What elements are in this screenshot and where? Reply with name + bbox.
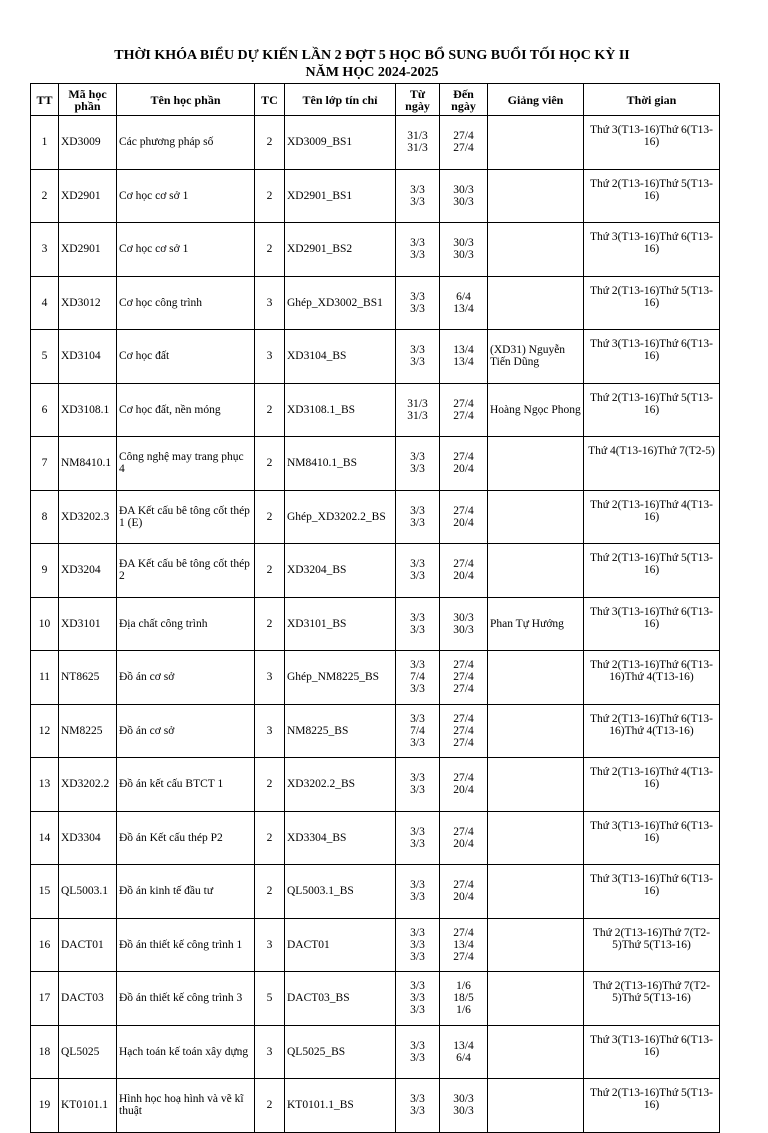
cell-tc: 2 <box>255 597 285 651</box>
cell-tu-ngay-line: 3/3 <box>410 558 425 571</box>
cell-ma-hoc-phan: XD3101 <box>59 597 117 651</box>
cell-tc: 2 <box>255 383 285 437</box>
table-row <box>31 116 720 170</box>
header-den-ngay: Đến ngày <box>440 84 488 116</box>
table-row <box>31 276 720 330</box>
cell-den-ngay-line: 27/4 <box>453 724 474 737</box>
cell-tu-ngay-line: 31/3 <box>407 130 428 143</box>
cell-den-ngay-line: 20/4 <box>453 463 474 476</box>
cell-den-ngay <box>440 437 488 491</box>
cell-giang-vien <box>488 704 584 758</box>
schedule-table <box>30 83 720 1133</box>
cell-tu-ngay-line: 31/3 <box>407 142 428 155</box>
cell-den-ngay-line: 6/4 <box>456 290 471 303</box>
cell-giang-vien <box>488 865 584 919</box>
cell-giang-vien <box>488 223 584 277</box>
cell-tt: 16 <box>31 918 59 972</box>
cell-den-ngay-line: 27/4 <box>453 130 474 143</box>
table-row <box>31 651 720 705</box>
cell-tu-ngay-line: 7/4 <box>410 724 425 737</box>
cell-giang-vien <box>488 437 584 491</box>
cell-tc: 5 <box>255 972 285 1026</box>
cell-den-ngay <box>440 972 488 1026</box>
cell-den-ngay <box>440 490 488 544</box>
cell-tu-ngay-line: 3/3 <box>410 926 425 939</box>
cell-tc: 2 <box>255 490 285 544</box>
cell-tt: 10 <box>31 597 59 651</box>
cell-tc: 2 <box>255 116 285 170</box>
cell-tc: 2 <box>255 169 285 223</box>
cell-tu-ngay-line: 3/3 <box>410 736 425 749</box>
cell-den-ngay <box>440 758 488 812</box>
cell-ma-hoc-phan: NM8225 <box>59 704 117 758</box>
cell-tu-ngay <box>396 544 440 598</box>
cell-den-ngay-line: 27/4 <box>453 736 474 749</box>
cell-thoi-gian: Thứ 2(T13-16)Thứ 6(T13-16)Thứ 4(T13-16) <box>584 651 720 705</box>
cell-giang-vien <box>488 651 584 705</box>
cell-tu-ngay <box>396 811 440 865</box>
cell-thoi-gian: Thứ 2(T13-16)Thứ 5(T13-16) <box>584 544 720 598</box>
cell-ten-lop: QL5025_BS <box>285 1025 396 1079</box>
cell-tu-ngay-line: 3/3 <box>410 1004 425 1017</box>
cell-tu-ngay <box>396 223 440 277</box>
cell-den-ngay-line: 13/4 <box>453 302 474 315</box>
cell-tu-ngay <box>396 490 440 544</box>
cell-den-ngay-line: 30/3 <box>453 183 474 196</box>
table-row <box>31 1025 720 1079</box>
cell-tc: 3 <box>255 651 285 705</box>
cell-thoi-gian: Thứ 2(T13-16)Thứ 5(T13-16) <box>584 276 720 330</box>
cell-thoi-gian: Thứ 3(T13-16)Thứ 6(T13-16) <box>584 330 720 384</box>
cell-tu-ngay-line: 3/3 <box>410 992 425 1005</box>
cell-tc: 2 <box>255 544 285 598</box>
cell-ten-lop: XD3009_BS1 <box>285 116 396 170</box>
cell-thoi-gian: Thứ 2(T13-16)Thứ 4(T13-16) <box>584 490 720 544</box>
cell-tu-ngay-line: 3/3 <box>410 1051 425 1064</box>
cell-tu-ngay-line: 3/3 <box>410 451 425 464</box>
cell-tt: 8 <box>31 490 59 544</box>
cell-thoi-gian: Thứ 2(T13-16)Thứ 6(T13-16)Thứ 4(T13-16) <box>584 704 720 758</box>
cell-tu-ngay-line: 3/3 <box>410 712 425 725</box>
cell-ma-hoc-phan: QL5025 <box>59 1025 117 1079</box>
cell-den-ngay-line: 18/5 <box>453 992 474 1005</box>
table-row <box>31 330 720 384</box>
cell-giang-vien: Phan Tự Hướng <box>488 597 584 651</box>
document-title <box>30 47 714 81</box>
cell-ten-hoc-phan: Đồ án cơ sở <box>117 651 255 705</box>
cell-ma-hoc-phan: NM8410.1 <box>59 437 117 491</box>
cell-tu-ngay-line: 3/3 <box>410 611 425 624</box>
header-tt: TT <box>31 84 59 116</box>
cell-ten-hoc-phan: Địa chất công trình <box>117 597 255 651</box>
cell-tc: 3 <box>255 704 285 758</box>
cell-thoi-gian: Thứ 3(T13-16)Thứ 6(T13-16) <box>584 865 720 919</box>
cell-den-ngay <box>440 330 488 384</box>
cell-ten-hoc-phan: Hình học hoạ hình và vẽ kĩ thuật <box>117 1079 255 1133</box>
cell-tu-ngay-line: 3/3 <box>410 237 425 250</box>
cell-den-ngay-line: 30/3 <box>453 1105 474 1118</box>
table-row <box>31 865 720 919</box>
cell-tu-ngay-line: 3/3 <box>410 183 425 196</box>
cell-den-ngay-line: 27/4 <box>453 409 474 422</box>
table-header-row <box>31 84 720 116</box>
cell-tu-ngay-line: 3/3 <box>410 1105 425 1118</box>
cell-den-ngay <box>440 116 488 170</box>
cell-giang-vien <box>488 758 584 812</box>
cell-tu-ngay-line: 3/3 <box>410 356 425 369</box>
cell-tu-ngay-line: 3/3 <box>410 302 425 315</box>
cell-den-ngay-line: 27/4 <box>453 772 474 785</box>
cell-ma-hoc-phan: DACT03 <box>59 972 117 1026</box>
cell-den-ngay-line: 27/4 <box>453 671 474 684</box>
header-ma-hoc-phan: Mã học phần <box>59 84 117 116</box>
cell-tu-ngay-line: 3/3 <box>410 837 425 850</box>
cell-tu-ngay-line: 3/3 <box>410 623 425 636</box>
table-row <box>31 169 720 223</box>
cell-tu-ngay-line: 3/3 <box>410 195 425 208</box>
cell-den-ngay-line: 30/3 <box>453 237 474 250</box>
cell-tu-ngay <box>396 437 440 491</box>
cell-den-ngay-line: 13/4 <box>453 938 474 951</box>
cell-tu-ngay <box>396 597 440 651</box>
cell-ten-hoc-phan: Công nghệ may trang phục 4 <box>117 437 255 491</box>
cell-den-ngay-line: 13/4 <box>453 344 474 357</box>
cell-tt: 6 <box>31 383 59 437</box>
cell-den-ngay-line: 27/4 <box>453 558 474 571</box>
cell-ten-hoc-phan: Cơ học cơ sở 1 <box>117 223 255 277</box>
cell-thoi-gian: Thứ 2(T13-16)Thứ 5(T13-16) <box>584 1079 720 1133</box>
cell-tt: 19 <box>31 1079 59 1133</box>
cell-ten-lop: Ghép_NM8225_BS <box>285 651 396 705</box>
cell-tu-ngay-line: 31/3 <box>407 397 428 410</box>
table-row <box>31 544 720 598</box>
cell-den-ngay-line: 13/4 <box>453 1039 474 1052</box>
cell-tc: 2 <box>255 223 285 277</box>
table-row <box>31 1079 720 1133</box>
cell-tu-ngay-line: 3/3 <box>410 879 425 892</box>
cell-den-ngay <box>440 1079 488 1133</box>
cell-thoi-gian: Thứ 3(T13-16)Thứ 6(T13-16) <box>584 116 720 170</box>
cell-tu-ngay <box>396 918 440 972</box>
cell-tu-ngay-line: 3/3 <box>410 980 425 993</box>
cell-thoi-gian: Thứ 2(T13-16)Thứ 7(T2-5)Thứ 5(T13-16) <box>584 918 720 972</box>
cell-tu-ngay-line: 3/3 <box>410 290 425 303</box>
cell-giang-vien <box>488 1079 584 1133</box>
cell-ten-hoc-phan: Cơ học cơ sở 1 <box>117 169 255 223</box>
cell-den-ngay-line: 20/4 <box>453 784 474 797</box>
cell-thoi-gian: Thứ 2(T13-16)Thứ 5(T13-16) <box>584 169 720 223</box>
cell-tc: 3 <box>255 918 285 972</box>
cell-den-ngay-line: 27/4 <box>453 879 474 892</box>
cell-tu-ngay-line: 3/3 <box>410 504 425 517</box>
cell-tu-ngay-line: 3/3 <box>410 249 425 262</box>
cell-ma-hoc-phan: XD2901 <box>59 223 117 277</box>
cell-tu-ngay <box>396 865 440 919</box>
cell-den-ngay-line: 20/4 <box>453 891 474 904</box>
cell-ma-hoc-phan: XD3202.2 <box>59 758 117 812</box>
cell-tc: 2 <box>255 811 285 865</box>
header-ten-lop: Tên lớp tín chỉ <box>285 84 396 116</box>
cell-den-ngay-line: 30/3 <box>453 623 474 636</box>
cell-ma-hoc-phan: XD3108.1 <box>59 383 117 437</box>
cell-tu-ngay-line: 3/3 <box>410 891 425 904</box>
cell-den-ngay <box>440 383 488 437</box>
cell-ten-hoc-phan: Đồ án Kết cấu thép P2 <box>117 811 255 865</box>
cell-den-ngay-line: 30/3 <box>453 249 474 262</box>
cell-den-ngay-line: 20/4 <box>453 516 474 529</box>
cell-tu-ngay <box>396 1079 440 1133</box>
cell-tt: 9 <box>31 544 59 598</box>
cell-den-ngay <box>440 865 488 919</box>
table-row <box>31 972 720 1026</box>
cell-tu-ngay <box>396 651 440 705</box>
table-row <box>31 811 720 865</box>
cell-tu-ngay-line: 3/3 <box>410 772 425 785</box>
cell-tu-ngay-line: 3/3 <box>410 516 425 529</box>
cell-ten-lop: NM8410.1_BS <box>285 437 396 491</box>
cell-tt: 13 <box>31 758 59 812</box>
cell-den-ngay <box>440 1025 488 1079</box>
header-thoi-gian: Thời gian <box>584 84 720 116</box>
cell-den-ngay <box>440 651 488 705</box>
cell-ma-hoc-phan: XD3202.3 <box>59 490 117 544</box>
cell-ten-lop: NM8225_BS <box>285 704 396 758</box>
cell-den-ngay-line: 20/4 <box>453 570 474 583</box>
cell-ma-hoc-phan: XD3012 <box>59 276 117 330</box>
cell-thoi-gian: Thứ 2(T13-16)Thứ 7(T2-5)Thứ 5(T13-16) <box>584 972 720 1026</box>
cell-ten-hoc-phan: Đồ án cơ sở <box>117 704 255 758</box>
cell-tu-ngay-line: 31/3 <box>407 409 428 422</box>
cell-tt: 11 <box>31 651 59 705</box>
cell-den-ngay-line: 27/4 <box>453 712 474 725</box>
cell-tu-ngay <box>396 330 440 384</box>
cell-den-ngay-line: 27/4 <box>453 926 474 939</box>
cell-ten-hoc-phan: Các phương pháp số <box>117 116 255 170</box>
table-row <box>31 918 720 972</box>
cell-giang-vien <box>488 169 584 223</box>
cell-den-ngay-line: 27/4 <box>453 142 474 155</box>
cell-ma-hoc-phan: KT0101.1 <box>59 1079 117 1133</box>
cell-giang-vien <box>488 1025 584 1079</box>
header-tc: TC <box>255 84 285 116</box>
cell-tu-ngay <box>396 1025 440 1079</box>
cell-den-ngay-line: 1/6 <box>456 980 471 993</box>
cell-ten-lop: XD3108.1_BS <box>285 383 396 437</box>
cell-ten-hoc-phan: Cơ học đất <box>117 330 255 384</box>
cell-ma-hoc-phan: XD2901 <box>59 169 117 223</box>
cell-tt: 12 <box>31 704 59 758</box>
cell-ten-lop: KT0101.1_BS <box>285 1079 396 1133</box>
cell-tu-ngay-line: 3/3 <box>410 659 425 672</box>
cell-tu-ngay-line: 3/3 <box>410 570 425 583</box>
cell-tt: 15 <box>31 865 59 919</box>
cell-den-ngay-line: 27/4 <box>453 504 474 517</box>
cell-ma-hoc-phan: NT8625 <box>59 651 117 705</box>
cell-tu-ngay-line: 3/3 <box>410 1093 425 1106</box>
cell-tu-ngay <box>396 116 440 170</box>
cell-tu-ngay <box>396 383 440 437</box>
cell-tu-ngay-line: 3/3 <box>410 938 425 951</box>
cell-ten-hoc-phan: Đồ án kinh tế đầu tư <box>117 865 255 919</box>
cell-ten-lop: Ghép_XD3002_BS1 <box>285 276 396 330</box>
cell-ten-lop: XD2901_BS2 <box>285 223 396 277</box>
table-row <box>31 490 720 544</box>
cell-den-ngay-line: 20/4 <box>453 837 474 850</box>
header-tu-ngay: Từ ngày <box>396 84 440 116</box>
cell-tc: 2 <box>255 1079 285 1133</box>
cell-thoi-gian: Thứ 3(T13-16)Thứ 6(T13-16) <box>584 811 720 865</box>
cell-tc: 2 <box>255 437 285 491</box>
cell-ten-hoc-phan: Đồ án thiết kế công trình 1 <box>117 918 255 972</box>
cell-ten-lop: XD3202.2_BS <box>285 758 396 812</box>
cell-tu-ngay <box>396 704 440 758</box>
cell-tt: 17 <box>31 972 59 1026</box>
table-row <box>31 597 720 651</box>
cell-ten-hoc-phan: ĐA Kết cấu bê tông cốt thép 2 <box>117 544 255 598</box>
cell-tu-ngay <box>396 276 440 330</box>
cell-tu-ngay <box>396 972 440 1026</box>
cell-ten-hoc-phan: Hạch toán kế toán xây dựng <box>117 1025 255 1079</box>
cell-tu-ngay-line: 3/3 <box>410 463 425 476</box>
cell-ten-hoc-phan: Đồ án kết cấu BTCT 1 <box>117 758 255 812</box>
cell-ten-lop: DACT03_BS <box>285 972 396 1026</box>
cell-thoi-gian: Thứ 2(T13-16)Thứ 5(T13-16) <box>584 383 720 437</box>
table-row <box>31 758 720 812</box>
cell-den-ngay-line: 6/4 <box>456 1051 471 1064</box>
cell-ten-lop: XD3104_BS <box>285 330 396 384</box>
cell-tu-ngay-line: 3/3 <box>410 683 425 696</box>
cell-tt: 4 <box>31 276 59 330</box>
cell-giang-vien <box>488 972 584 1026</box>
cell-giang-vien <box>488 544 584 598</box>
cell-giang-vien: Hoàng Ngọc Phong <box>488 383 584 437</box>
cell-den-ngay-line: 30/3 <box>453 195 474 208</box>
cell-den-ngay-line: 27/4 <box>453 397 474 410</box>
cell-giang-vien <box>488 490 584 544</box>
cell-den-ngay-line: 27/4 <box>453 659 474 672</box>
header-ten-hoc-phan: Tên học phần <box>117 84 255 116</box>
cell-ma-hoc-phan: DACT01 <box>59 918 117 972</box>
cell-ten-hoc-phan: Đồ án thiết kế công trình 3 <box>117 972 255 1026</box>
cell-ten-lop: Ghép_XD3202.2_BS <box>285 490 396 544</box>
cell-den-ngay-line: 27/4 <box>453 950 474 963</box>
table-row <box>31 437 720 491</box>
cell-den-ngay <box>440 169 488 223</box>
cell-tu-ngay-line: 3/3 <box>410 344 425 357</box>
cell-ten-hoc-phan: ĐA Kết cấu bê tông cốt thép 1 (E) <box>117 490 255 544</box>
cell-ten-lop: XD3204_BS <box>285 544 396 598</box>
cell-ma-hoc-phan: QL5003.1 <box>59 865 117 919</box>
cell-ten-hoc-phan: Cơ học đất, nền móng <box>117 383 255 437</box>
cell-ten-hoc-phan: Cơ học công trình <box>117 276 255 330</box>
cell-tc: 3 <box>255 276 285 330</box>
cell-ma-hoc-phan: XD3009 <box>59 116 117 170</box>
cell-tt: 3 <box>31 223 59 277</box>
cell-thoi-gian: Thứ 3(T13-16)Thứ 6(T13-16) <box>584 223 720 277</box>
cell-thoi-gian: Thứ 3(T13-16)Thứ 6(T13-16) <box>584 597 720 651</box>
cell-den-ngay-line: 27/4 <box>453 825 474 838</box>
cell-den-ngay-line: 30/3 <box>453 1093 474 1106</box>
title-line-2: NĂM HỌC 2024-2025 <box>305 65 439 80</box>
cell-tc: 3 <box>255 330 285 384</box>
cell-den-ngay-line: 27/4 <box>453 683 474 696</box>
cell-giang-vien <box>488 116 584 170</box>
cell-tu-ngay <box>396 169 440 223</box>
cell-tt: 1 <box>31 116 59 170</box>
cell-thoi-gian: Thứ 2(T13-16)Thứ 4(T13-16) <box>584 758 720 812</box>
cell-tt: 5 <box>31 330 59 384</box>
cell-giang-vien <box>488 811 584 865</box>
cell-ten-lop: QL5003.1_BS <box>285 865 396 919</box>
cell-tt: 14 <box>31 811 59 865</box>
cell-ma-hoc-phan: XD3204 <box>59 544 117 598</box>
cell-thoi-gian: Thứ 3(T13-16)Thứ 6(T13-16) <box>584 1025 720 1079</box>
table-row <box>31 704 720 758</box>
cell-tu-ngay-line: 3/3 <box>410 1039 425 1052</box>
cell-den-ngay <box>440 223 488 277</box>
cell-tu-ngay-line: 3/3 <box>410 784 425 797</box>
cell-tt: 18 <box>31 1025 59 1079</box>
cell-tc: 3 <box>255 1025 285 1079</box>
cell-tu-ngay-line: 3/3 <box>410 825 425 838</box>
cell-tu-ngay-line: 7/4 <box>410 671 425 684</box>
cell-ten-lop: XD2901_BS1 <box>285 169 396 223</box>
cell-tc: 2 <box>255 865 285 919</box>
cell-tc: 2 <box>255 758 285 812</box>
cell-tt: 2 <box>31 169 59 223</box>
cell-den-ngay <box>440 276 488 330</box>
cell-ma-hoc-phan: XD3104 <box>59 330 117 384</box>
table-row <box>31 383 720 437</box>
cell-den-ngay-line: 27/4 <box>453 451 474 464</box>
cell-giang-vien: (XD31) Nguyễn Tiến Dũng <box>488 330 584 384</box>
cell-ten-lop: XD3101_BS <box>285 597 396 651</box>
cell-den-ngay <box>440 544 488 598</box>
cell-tu-ngay <box>396 758 440 812</box>
cell-tu-ngay-line: 3/3 <box>410 950 425 963</box>
cell-ten-lop: DACT01 <box>285 918 396 972</box>
title-line-1: THỜI KHÓA BIỂU DỰ KIẾN LẦN 2 ĐỢT 5 HỌC BỔ SUNG BUỔI TỐI HỌC KỲ II <box>114 48 630 63</box>
cell-den-ngay <box>440 918 488 972</box>
cell-den-ngay-line: 30/3 <box>453 611 474 624</box>
cell-giang-vien <box>488 918 584 972</box>
table-row <box>31 223 720 277</box>
table-body <box>31 116 720 1133</box>
cell-tt: 7 <box>31 437 59 491</box>
cell-giang-vien <box>488 276 584 330</box>
cell-den-ngay <box>440 811 488 865</box>
cell-den-ngay <box>440 704 488 758</box>
cell-ma-hoc-phan: XD3304 <box>59 811 117 865</box>
cell-thoi-gian: Thứ 4(T13-16)Thứ 7(T2-5) <box>584 437 720 491</box>
cell-den-ngay-line: 1/6 <box>456 1004 471 1017</box>
header-giang-vien: Giảng viên <box>488 84 584 116</box>
cell-den-ngay-line: 13/4 <box>453 356 474 369</box>
cell-den-ngay <box>440 597 488 651</box>
cell-ten-lop: XD3304_BS <box>285 811 396 865</box>
